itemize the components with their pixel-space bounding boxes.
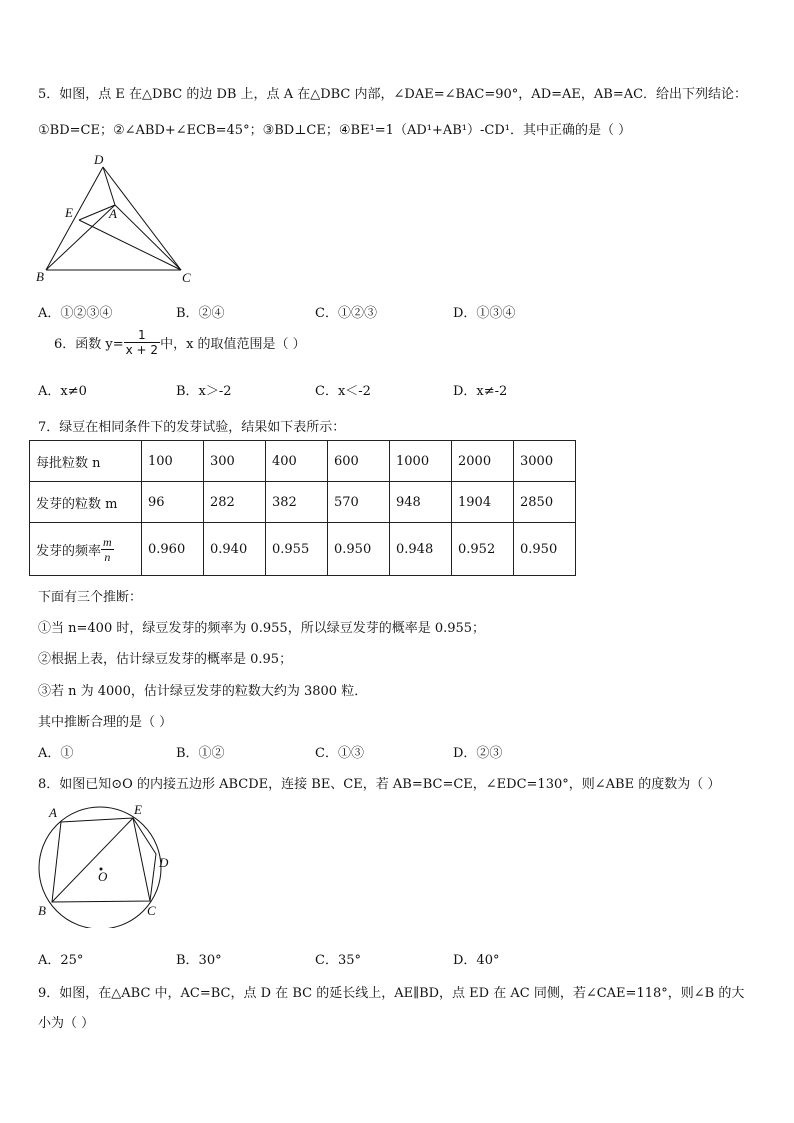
q7-intro: 下面有三个推断： — [38, 590, 143, 605]
freq-header-label: 发芽的频率 — [36, 543, 102, 559]
q8-label-D: D — [159, 855, 169, 870]
q6-fraction-numerator: 1 — [124, 328, 160, 343]
q7-option-c[interactable]: C．①③ — [315, 746, 364, 761]
q6-stem — [54, 328, 306, 357]
q5-option-c[interactable]: C．①②③ — [315, 306, 377, 321]
table-cell: 3000 — [514, 441, 576, 482]
q7-option-b[interactable]: B．①② — [176, 746, 225, 761]
q8-label-E: E — [134, 802, 142, 817]
q7-inference-1: ①当 n=400 时，绿豆发芽的频率为 0.955，所以绿豆发芽的概率是 0.955； — [38, 621, 486, 636]
q5-option-a[interactable]: A．①②③④ — [38, 306, 113, 321]
table-cell: 570 — [328, 482, 390, 523]
table-cell: 600 — [328, 441, 390, 482]
table-cell: 948 — [390, 482, 452, 523]
q5-label-B: B — [36, 269, 44, 284]
table-cell: 2850 — [514, 482, 576, 523]
germination-table — [29, 440, 576, 576]
q7-inference-3: ③若 n 为 4000，估计绿豆发芽的粒数大约为 3800 粒． — [38, 684, 368, 699]
q8-stem: 8．如图已知⊙O 的内接五边形 ABCDE，连接 BE、CE，若 AB=BC=CE，∠EDC=130°，则∠ABE 的度数为（ ） — [38, 777, 721, 792]
q9-stem-line2: 小为（ ） — [38, 1016, 95, 1031]
freq-fraction-numerator: m — [103, 534, 112, 549]
table-cell: 1904 — [452, 482, 514, 523]
q7-option-a[interactable]: A．① — [38, 746, 74, 761]
table-cell: 382 — [266, 482, 328, 523]
q5-stem-line1: 5．如图，点 E 在△DBC 的边 DB 上，点 A 在△DBC 内部，∠DAE=∠BAC=90°，AD=AE，AB=AC．给出下列结论： — [38, 87, 748, 102]
table-cell: 2000 — [452, 441, 514, 482]
q8-circle-figure — [30, 798, 180, 928]
q6-option-a[interactable]: A．x≠0 — [38, 384, 87, 399]
table-cell: 300 — [204, 441, 266, 482]
q7-question: 其中推断合理的是（ ） — [38, 715, 173, 730]
table-cell: 400 — [266, 441, 328, 482]
q6-option-b[interactable]: B．x＞-2 — [176, 384, 232, 399]
q6-fraction-denominator: x + 2 — [125, 343, 159, 357]
table-cell: 0.940 — [204, 523, 266, 576]
table-row-header — [30, 523, 142, 576]
q6-option-c[interactable]: C．x＜-2 — [315, 384, 371, 399]
freq-fraction-denominator: n — [104, 549, 111, 564]
q5-stem-line2: ①BD=CE；②∠ABD+∠ECB=45°；③BD⊥CE；④BE¹=1（AD¹+AB¹）-CD¹．其中正确的是（ ） — [38, 123, 632, 138]
q6-prefix: 6．函数 y= — [54, 337, 124, 352]
table-cell: 0.950 — [514, 523, 576, 576]
q6-fraction — [124, 328, 160, 357]
q8-label-O: O — [98, 869, 108, 884]
table-row-header: 每批粒数 n — [30, 441, 142, 482]
q7-inference-2: ②根据上表，估计绿豆发芽的概率是 0.95； — [38, 652, 293, 667]
q8-label-C: C — [147, 903, 156, 918]
table-row-header: 发芽的粒数 m — [30, 482, 142, 523]
q5-option-b[interactable]: B．②④ — [176, 306, 225, 321]
q8-label-B: B — [38, 903, 46, 918]
q8-option-c[interactable]: C．35° — [315, 953, 361, 968]
q5-label-A: A — [109, 206, 117, 221]
q7-stem: 7．绿豆在相同条件下的发芽试验，结果如下表所示： — [38, 420, 346, 435]
q5-triangle-figure — [30, 150, 205, 290]
table-cell: 0.950 — [328, 523, 390, 576]
table-cell: 1000 — [390, 441, 452, 482]
table-cell: 0.952 — [452, 523, 514, 576]
q9-stem-line1: 9．如图，在△ABC 中，AC=BC，点 D 在 BC 的延长线上，AE∥BD，点 ED 在 AC 同侧，若∠CAE=118°，则∠B 的大 — [38, 986, 745, 1001]
q5-option-d[interactable]: D．①③④ — [453, 306, 516, 321]
table-cell: 0.948 — [390, 523, 452, 576]
table-cell: 0.960 — [142, 523, 204, 576]
table-cell: 96 — [142, 482, 204, 523]
table-cell: 282 — [204, 482, 266, 523]
q7-option-d[interactable]: D．②③ — [453, 746, 503, 761]
table-cell: 0.955 — [266, 523, 328, 576]
table-row — [30, 523, 576, 576]
table-cell: 100 — [142, 441, 204, 482]
table-row — [30, 482, 576, 523]
table-row — [30, 441, 576, 482]
q8-option-d[interactable]: D．40° — [453, 953, 500, 968]
freq-fraction — [101, 535, 114, 564]
q5-label-E: E — [65, 205, 73, 220]
q8-label-A: A — [49, 805, 57, 820]
q6-suffix: 中，x 的取值范围是（ ） — [160, 337, 306, 352]
q8-option-a[interactable]: A．25° — [38, 953, 84, 968]
q5-label-D: D — [94, 152, 104, 167]
q8-option-b[interactable]: B．30° — [176, 953, 222, 968]
q5-label-C: C — [182, 270, 191, 285]
q6-option-d[interactable]: D．x≠-2 — [453, 384, 508, 399]
